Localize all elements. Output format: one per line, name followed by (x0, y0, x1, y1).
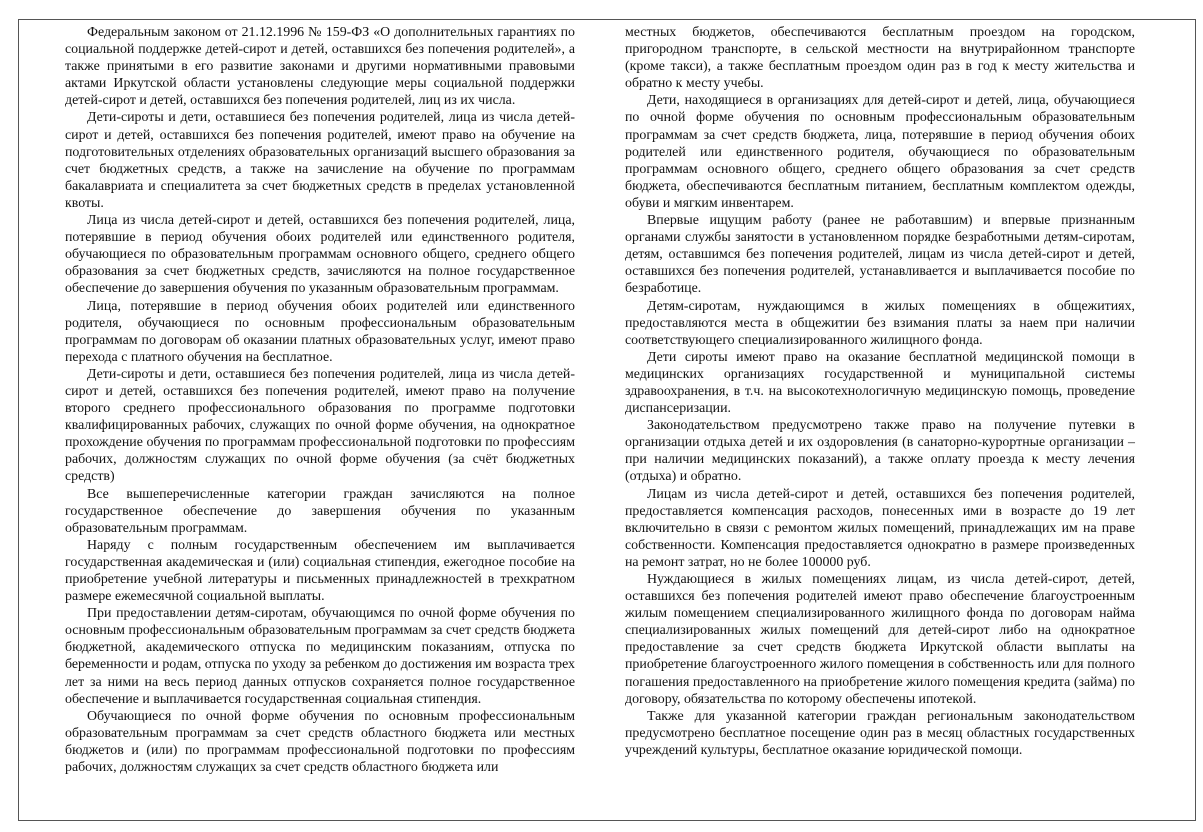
paragraph: Дети-сироты и дети, оставшиеся без попечения родителей, лица из числа детей-сирот и детей, оставшихся без попечения родителей, имеют право на обучение на подготовительных отделениях образовательных организаций высшего образования за счет бюджетных средств, а также на зачисление на обучение по программам бакалавриата и специалитета за счет бюджетных средств в пределах установленной квоты. (65, 110, 575, 211)
right-column (625, 24, 1135, 759)
paragraph-continuation: местных бюджетов, обеспечиваются бесплатным проездом на городском, пригородном транспорте, в сельской местности на внутрирайонном транспорте (кроме такси), а также бесплатным проездом один раз в год к месту жительства и обратно к месту учебы. (625, 25, 1135, 92)
paragraph: Дети, находящиеся в организациях для детей-сирот и детей, лица, обучающиеся по очной форме обучения по основным профессиональным образовательным программам за счет средств бюджета, лица, потерявшие в период обучения обоих родителей или единственного родителя, обучающиеся по образовательным программам основного общего, среднего общего образования за счет средств бюджета, обеспечиваются бесплатным питанием, бесплатным комплектом одежды, обуви и мягким инвентарем. (625, 93, 1135, 211)
paragraph: Дети сироты имеют право на оказание бесплатной медицинской помощи в медицинских организациях государственной и муниципальной системы здравоохранения, в т.ч. на высокотехнологичную медицинскую помощь, проведение диспансеризации. (625, 349, 1135, 417)
paragraph: Лица из числа детей-сирот и детей, оставшихся без попечения родителей, лица, потерявшие в период обучения обоих родителей или единственного родителя, обучающиеся по образовательным программам основного общего, среднего общего образования за счет бюджетных средств, зачисляются на полное государственное обеспечение до завершения обучения по указанным образовательным программам. (65, 213, 575, 297)
paragraph: При предоставлении детям-сиротам, обучающимся по очной форме обучения по основным профессиональным образовательным программам за счет средств бюджета бюджетной, академического отпуска по медицинским показаниям, отпуска по беременности и родам, отпуска по уходу за ребенком до достижения им возраста трех лет за ними на весь период данных отпусков сохраняется полное государственное обеспечение и выплачивается государственная социальная стипендия. (65, 606, 575, 707)
paragraph: Также для указанной категории граждан региональным законодательством предусмотрено бесплатное посещение один раз в месяц областных государственных учреждений культуры, бесплатное оказание юридической помощи. (625, 708, 1135, 758)
paragraph: Нуждающиеся в жилых помещениях лицам, из числа детей-сирот, детей, оставшихся без попечения родителей имеют право обеспечение благоустроенным жилым помещением специализированного жилищного фонда по договорам найма специализированных жилых помещений для детей-сирот либо на однократное предоставление за счет средств бюджета Иркутской области выплаты на приобретение благоустроенного жилого помещения в собственность или для полного погашения предоставленного на приобретение жилого помещения кредита (займа) по договору, обязательства по которому обеспечены ипотекой. (625, 572, 1135, 707)
paragraph: Федеральным законом от 21.12.1996 № 159-ФЗ «О дополнительных гарантиях по социальной поддержке детей-сирот и детей, оставшихся без попечения родителей», а также принятыми в его развитие законами и другими нормативными правовыми актами Иркутской области установлены следующие меры социальной поддержки детей-сирот и детей, оставшихся без попечения родителей, лиц из их числа. (65, 25, 575, 109)
paragraph: Дети-сироты и дети, оставшиеся без попечения родителей, лица из числа детей-сирот и детей, оставшихся без попечения родителей, имеют право на получение второго среднего профессионального образования по программе подготовки квалифицированных рабочих, служащих по очной форме обучения, на однократное прохождение обучения по программам профессиональной подготовки по профессиям рабочих, должностям служащих по очной форме обучения (за счёт бюджетных средств) (65, 366, 575, 485)
paragraph: Лицам из числа детей-сирот и детей, оставшихся без попечения родителей, предоставляется компенсация расходов, понесенных ими в возрасте до 19 лет включительно в связи с ремонтом жилых помещений, принадлежащих им на праве собственности. Компенсация предоставляется однократно в размере произведенных на ремонт затрат, но не более 100000 руб. (625, 486, 1135, 570)
paragraph: Обучающиеся по очной форме обучения по основным профессиональным образовательным программам за счет средств областного бюджета или местных бюджетов и (или) по программам профессиональной подготовки по профессиям рабочих, должностям служащих за счет средств областного бюджета или (65, 708, 575, 776)
paragraph: Лица, потерявшие в период обучения обоих родителей или единственного родителя, обучающиеся по основным профессиональным образовательным программам по договорам об оказании платных образовательных услуг, имеют право перехода с платного обучения на бесплатное. (65, 298, 575, 365)
paragraph: Впервые ищущим работу (ранее не работавшим) и впервые признанным органами службы занятости в установленном порядке безработными детям-сиротам, детям, оставшимся без попечения родителей, лицам из числа детей-сирот и детей, оставшихся без попечения родителей, устанавливается и выплачивается пособие по безработице. (625, 213, 1135, 297)
paragraph: Наряду с полным государственным обеспечением им выплачивается государственная академическая и (или) социальная стипендия, ежегодное пособие на приобретение учебной литературы и письменных принадлежностей в трехкратном размере ежемесячной социальной выплаты. (65, 537, 575, 605)
paragraph: Детям-сиротам, нуждающимся в жилых помещениях в общежитиях, предоставляются места в общежитии без взимания платы за наем при наличии соответствующего специализированного жилищного фонда. (625, 298, 1135, 348)
paragraph: Все вышеперечисленные категории граждан зачисляются на полное государственное обеспечение до завершения обучения по указанным образовательным программам. (65, 486, 575, 536)
left-column (65, 24, 575, 776)
paragraph: Законодательством предусмотрено также право на получение путевки в организации отдыха детей и их оздоровления (в санаторно-курортные организации – при наличии медицинских показаний), а также оплату проезда к месту лечения (отдыха) и обратно. (625, 418, 1135, 485)
document-page (18, 19, 1196, 821)
